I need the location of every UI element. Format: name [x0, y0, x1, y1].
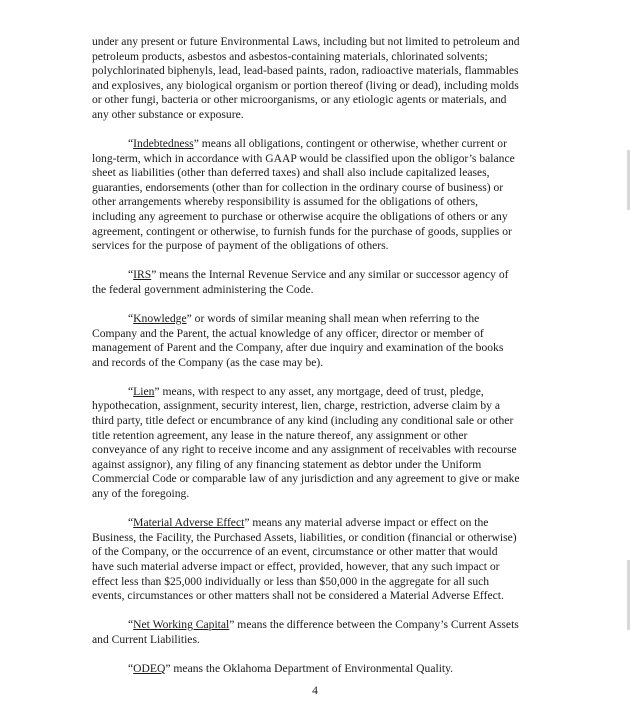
defined-term-indebtedness: Indebtedness [133, 137, 194, 151]
definition-net-working-capital [92, 618, 522, 647]
open-quote: “ [128, 384, 134, 398]
defined-term-knowledge: Knowledge [133, 312, 187, 325]
defined-term-odeq: ODEQ [133, 661, 166, 675]
definition-lien [92, 385, 522, 502]
open-quote: “ [128, 268, 134, 282]
open-quote: “ [128, 137, 134, 151]
definition-text: ” means all obligations, contingent or otherwise, whether current or long-term, which in accordance with GAAP would be classified upon the obligor’s balance sheet as liabilities (other than deferred taxes) and shall also include capitalized leases, guaranties, endorsements (other than for collection in the ordinary course of business) or other arrangements whereby responsibility is assumed for the obligations of others, including any agreement to purchase or otherwise acquire the obligations of others or any agreement, contingent or otherwise, to furnish funds for the purchase of goods, supplies or services for the purpose of payment of the obligations of others. [92, 137, 515, 253]
open-quote: “ [128, 312, 134, 325]
definition-indebtedness [92, 137, 522, 254]
definition-text: ” or words of similar meaning shall mean when referring to the Company and the Parent, the actual knowledge of any officer, director or member of management of Parent and the Company, after due inquiry and examination of the books and records of the Company (as the case may be). [92, 312, 504, 369]
definition-text: ” means any material adverse impact or effect on the Business, the Facility, the Purchased Assets, liabilities, or condition (financial or otherwise) of the Company, or the occurrence of an event, circumstance or other matter that would have such material adverse impact or effect, provided, however, that any such impact or effect less than $25,000 individually or less than $50,000 in the aggregate for all such events, circumstances or other matters shall not be considered a Material Adverse Effect. [92, 516, 517, 603]
defined-term-net-working-capital: Net Working Capital [133, 618, 230, 632]
continuation-paragraph: under any present or future Environmental Laws, including but not limited to petroleum and petroleum products, asbestos and asbestos-containing materials, chlorinated solvents; polychlorinated biphenyls, lead, lead-based paints, radon, radioactive materials, flammables and explosives, any biological organism or portion thereof (living or dead), including molds or other fungi, bacteria or other microorganisms, or any etiologic agents or materials, and any other substance or exposure. [92, 35, 520, 121]
document-page [92, 35, 522, 691]
open-quote: “ [128, 516, 134, 530]
defined-term-material-adverse-effect: Material Adverse Effect [133, 516, 245, 530]
definition-text: ” means, with respect to any asset, any mortgage, deed of trust, pledge, hypothecation, assignment, security interest, lien, charge, restriction, adverse claim by a third party, title defect or encumbrance of any kind (including any conditional sale or other title retention agreement, any lease in the nature thereof, any assignment or other conveyance of any right to receive income and any assignment of receivables with recourse against assignor), any filing of any financing statement as debtor under the Uniform Commercial Code or comparable law of any jurisdiction and any agreement to give or make any of the foregoing. [92, 384, 520, 501]
definition-irs [92, 268, 522, 297]
open-quote: “ [128, 661, 134, 675]
definition-text: ” means the difference between the Company’s Current Assets and Current Liabilities. [92, 618, 519, 646]
defined-term-irs: IRS [133, 268, 152, 282]
open-quote: “ [128, 618, 134, 632]
definition-text: ” means the Oklahoma Department of Environmental Quality. [165, 661, 454, 675]
page-number: 4 [312, 684, 318, 697]
definition-text: ” means the Internal Revenue Service and any similar or successor agency of the federal government administering the Code. [92, 268, 509, 296]
definition-odeq [92, 662, 522, 677]
definition-material-adverse-effect [92, 516, 522, 604]
defined-term-lien: Lien [133, 384, 155, 398]
definition-knowledge [92, 312, 522, 370]
